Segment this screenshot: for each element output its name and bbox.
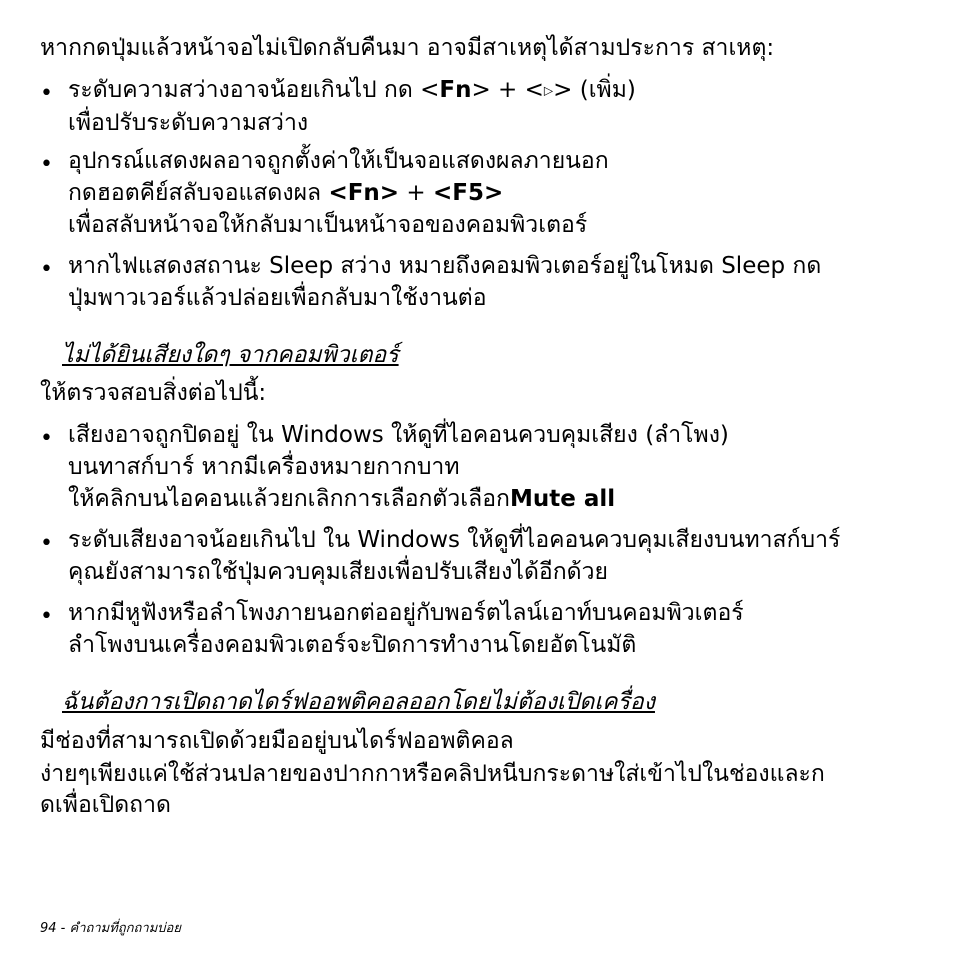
list-line: หากมีหูฟังหรือลำโพงภายนอกต่ออยู่กับพอร์ตไลน์เอาท์บนคอมพิวเตอร์ xyxy=(68,600,744,626)
bullet-icon: • xyxy=(40,604,53,629)
closing-line-2: ง่ายๆเพียงแค่ใช้ส่วนปลายของปากกาหรือคลิปหนีบกระดาษใส่เข้าไปในช่องและก xyxy=(40,761,825,787)
section-heading-no-sound: ไม่ได้ยินเสียงใดๆ จากคอมพิวเตอร์ xyxy=(62,342,399,368)
list-line: คุณยังสามารถใช้ปุ่มควบคุมเสียงเพื่อปรับเสียงได้อีกด้วย xyxy=(68,559,608,585)
list-line: ปุ่มพาวเวอร์แล้วปล่อยเพื่อกลับมาใช้งานต่อ xyxy=(68,285,487,311)
list-line: กดฮอตคีย์สลับจอแสดงผล <Fn> + <F5> xyxy=(68,180,504,206)
bullet-icon: • xyxy=(40,152,53,177)
mute-all-option: Mute all xyxy=(509,486,616,512)
fn-key: <Fn> xyxy=(328,180,400,206)
fn-key: Fn xyxy=(439,77,472,103)
bullet-icon: • xyxy=(40,257,53,282)
bullet-icon: • xyxy=(40,81,53,106)
right-arrow-icon: ▷ xyxy=(543,83,554,98)
list-line: ให้คลิกบนไอคอนแล้วยกเลิกการเลือกตัวเลือกMute all xyxy=(68,486,616,512)
section-heading-eject-tray: ฉันต้องการเปิดถาดไดร์ฟออพติคอลออกโดยไม่ต้องเปิดเครื่อง xyxy=(62,689,655,715)
list-line: ลำโพงบนเครื่องคอมพิวเตอร์จะปิดการทำงานโดยอัตโนมัติ xyxy=(68,632,637,658)
list-line: เสียงอาจถูกปิดอยู่ ใน Windows ให้ดูที่ไอคอนควบคุมเสียง (ลำโพง) xyxy=(68,422,729,448)
list-line: บนทาสก์บาร์ หากมีเครื่องหมายกากบาท xyxy=(68,454,460,480)
list-line: เพื่อสลับหน้าจอให้กลับมาเป็นหน้าจอของคอมพิวเตอร์ xyxy=(68,212,588,238)
closing-line-1: มีช่องที่สามารถเปิดด้วยมืออยู่บนไดร์ฟออพติคอล xyxy=(40,728,514,754)
check-paragraph: ให้ตรวจสอบสิ่งต่อไปนี้: xyxy=(40,380,267,406)
intro-paragraph: หากกดปุ่มแล้วหน้าจอไม่เปิดกลับคืนมา อาจมีสาเหตุได้สามประการ สาเหตุ: xyxy=(40,35,775,61)
list-line: ระดับความสว่างอาจน้อยเกินไป กด <Fn> + <▷> (เพิ่ม) xyxy=(68,77,636,103)
bullet-icon: • xyxy=(40,426,53,451)
list-line: หากไฟแสดงสถานะ Sleep สว่าง หมายถึงคอมพิวเตอร์อยู่ในโหมด Sleep กด xyxy=(68,253,822,279)
bullet-icon: • xyxy=(40,531,53,556)
page-footer: 94 - คำถามที่ถูกถามบ่อย xyxy=(40,921,181,936)
list-line: อุปกรณ์แสดงผลอาจถูกตั้งค่าให้เป็นจอแสดงผลภายนอก xyxy=(68,148,609,174)
list-line: ระดับเสียงอาจน้อยเกินไป ใน Windows ให้ดูที่ไอคอนควบคุมเสียงบนทาสก์บาร์ xyxy=(68,527,841,553)
f5-key: <F5> xyxy=(433,180,504,206)
list-line: เพื่อปรับระดับความสว่าง xyxy=(68,109,309,136)
closing-line-3: ดเพื่อเปิดถาด xyxy=(40,792,171,818)
